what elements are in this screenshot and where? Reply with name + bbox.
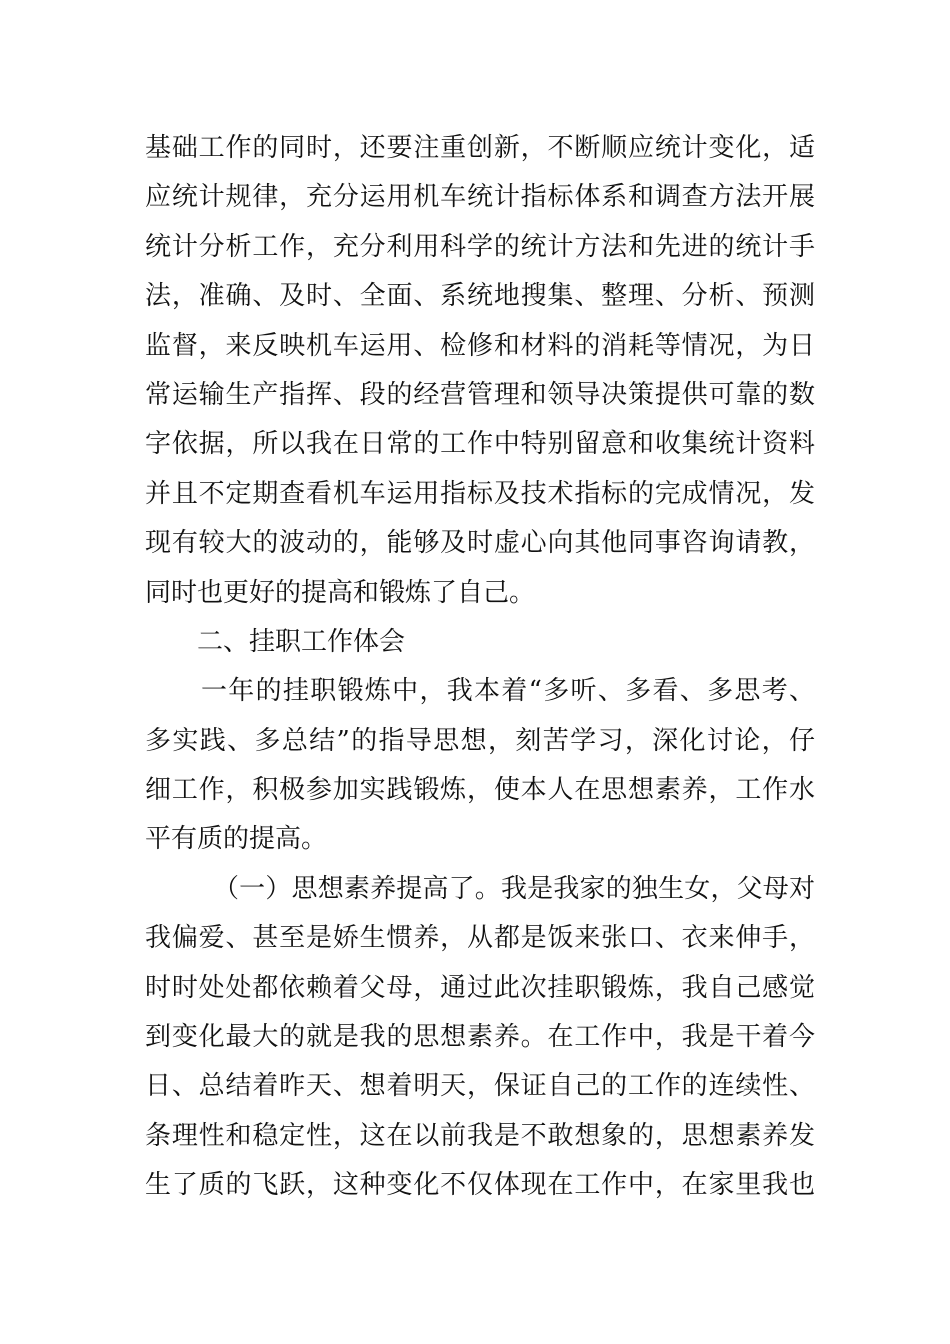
text-line: 细工作，积极参加实践锻炼，使本人在思想素养，工作水 bbox=[145, 775, 815, 806]
text-line: 并且不定期查看机车运用指标及技术指标的完成情况，发 bbox=[145, 478, 815, 509]
text-line: 监督，来反映机车运用、检修和材料的消耗等情况，为日 bbox=[145, 330, 815, 361]
text-line: 基础工作的同时，还要注重创新，不断顺应统计变化，适 bbox=[145, 133, 815, 163]
text-line: 平有质的提高。 bbox=[145, 824, 328, 855]
text-line: 字依据，所以我在日常的工作中特别留意和收集统计资料 bbox=[145, 429, 815, 460]
text-line: 时时处处都依赖着父母，通过此次挂职锻炼，我自己感觉 bbox=[145, 972, 815, 1003]
paragraph-ideological-quality bbox=[145, 865, 815, 1211]
text-line: （一）思想素养提高了。我是我家的独生女，父母对 bbox=[213, 873, 815, 904]
section-heading: 二、挂职工作体会 bbox=[197, 626, 406, 657]
text-line: 统计分析工作，充分利用科学的统计方法和先进的统计手 bbox=[145, 231, 815, 262]
text-line: 现有较大的波动的，能够及时虚心向其他同事咨询请教， bbox=[145, 528, 815, 559]
paragraph-statistics-work bbox=[145, 124, 815, 618]
document-body bbox=[145, 124, 815, 1211]
text-line: 同时也更好的提高和锻炼了自己。 bbox=[145, 577, 536, 608]
text-line: 生了质的飞跃，这种变化不仅体现在工作中，在家里我也 bbox=[145, 1170, 815, 1201]
text-line: 应统计规律，充分运用机车统计指标体系和调查方法开展 bbox=[145, 182, 815, 213]
paragraph-attachment-overview bbox=[145, 667, 815, 865]
text-line: 条理性和稳定性，这在以前我是不敢想象的，思想素养发 bbox=[145, 1120, 815, 1151]
text-line: 我偏爱、甚至是娇生惯养，从都是饭来张口、衣来伸手， bbox=[145, 923, 815, 954]
text-line: 到变化最大的就是我的思想素养。在工作中，我是干着今 bbox=[145, 1022, 815, 1053]
text-line: 法，准确、及时、全面、系统地搜集、整理、分析、预测 bbox=[145, 281, 815, 312]
text-line: 多实践、多总结”的指导思想，刻苦学习，深化讨论，仔 bbox=[145, 725, 815, 756]
text-line: 常运输生产指挥、段的经营管理和领导决策提供可靠的数 bbox=[145, 379, 815, 410]
text-line: 日、总结着昨天、想着明天，保证自己的工作的连续性、 bbox=[145, 1071, 815, 1102]
text-line: 一年的挂职锻炼中，我本着“多听、多看、多思考、 bbox=[201, 676, 815, 707]
